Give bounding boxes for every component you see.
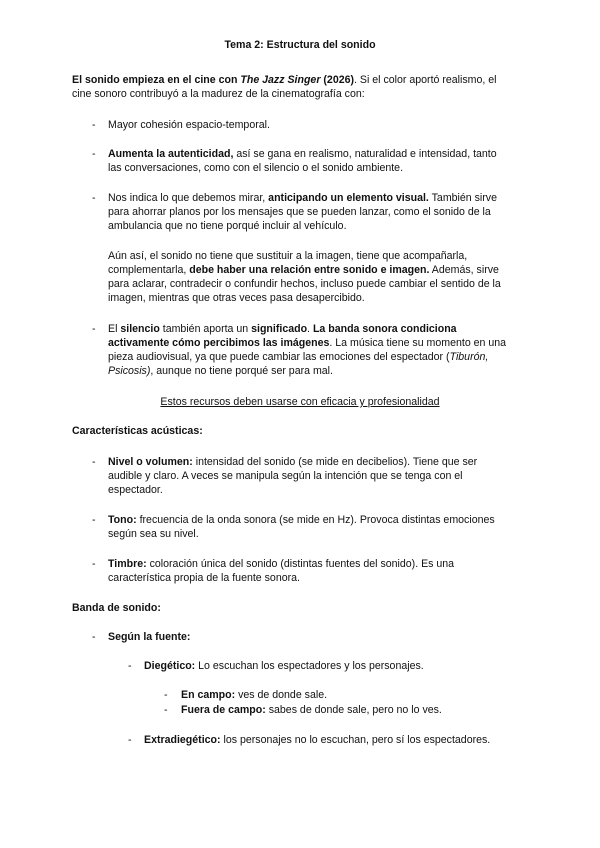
bullet-1-text: Mayor cohesión espacio-temporal. xyxy=(108,119,270,131)
bullet-4-line-3: pieza audiovisual, ya que puede cambiar las emociones del espectador (Tiburón, xyxy=(108,351,489,363)
bullet-dash: - xyxy=(92,456,96,468)
bullet-dash: - xyxy=(164,689,168,701)
resource-note: Estos recursos deben usarse con eficacia y profesionalidad xyxy=(160,396,440,408)
bullet-3-p2-line-3: para aclarar, contradecir o confundir hechos, incluso puede cambiar el sentido de la xyxy=(108,278,501,290)
extradiegetic-line: Extradiegético: los personajes no lo escuchan, pero sí los espectadores. xyxy=(144,734,491,746)
bullet-3-line-2: para ahorrar planos por los mensajes que se pueden lanzar, como el sonido de la xyxy=(108,206,491,218)
intro-line-2: cine sonoro contribuyó a la madurez de la cinematografía con: xyxy=(72,88,365,100)
off-field-line: Fuera de campo: sabes de donde sale, pero no lo ves. xyxy=(181,704,442,716)
bullet-4-line-2: activamente cómo percibimos las imágenes. La música tiene su momento en una xyxy=(108,337,507,349)
bullet-3-line-1: Nos indica lo que debemos mirar, anticipando un elemento visual. También sirve xyxy=(108,192,497,204)
bullet-dash: - xyxy=(164,704,168,716)
bullet-3-line-3: ambulancia que no tiene porqué incluir al vehículo. xyxy=(108,220,347,232)
volume-line-3: espectador. xyxy=(108,484,163,496)
acoustic-heading: Características acústicas: xyxy=(72,425,203,437)
timbre-line-2: característica propia de la fuente sonora. xyxy=(108,572,300,584)
tone-line-1: Tono: frecuencia de la onda sonora (se mide en Hz). Provoca distintas emociones xyxy=(108,514,495,526)
bullet-3-p2-line-4: imagen, mientras que otras veces pasa desapercibido. xyxy=(108,292,365,304)
bullet-3-p2-line-2: complementarla, debe haber una relación entre sonido e imagen. Además, sirve xyxy=(108,264,499,276)
bullet-dash: - xyxy=(92,323,96,335)
band-heading: Banda de sonido: xyxy=(72,602,161,614)
bullet-dash: - xyxy=(92,631,96,643)
bullet-dash: - xyxy=(92,119,96,131)
volume-line-1: Nivel o volumen: intensidad del sonido (se mide en decibelios). Tiene que ser xyxy=(108,456,478,468)
bullet-dash: - xyxy=(92,192,96,204)
bullet-dash: - xyxy=(92,558,96,570)
bullet-dash: - xyxy=(92,148,96,160)
in-field-line: En campo: ves de donde sale. xyxy=(181,689,328,701)
volume-line-2: audible y claro. A veces se manipula según la intención que se tenga con el xyxy=(108,470,463,482)
bullet-dash: - xyxy=(92,514,96,526)
bullet-2-line-1: Aumenta la autenticidad, así se gana en realismo, naturalidad e intensidad, tanto xyxy=(108,148,497,160)
bullet-2-line-2: las conversaciones, como con el silencio o el sonido ambiente. xyxy=(108,162,404,174)
diegetic-line: Diegético: Lo escuchan los espectadores y los personajes. xyxy=(144,660,424,672)
bullet-dash: - xyxy=(128,734,132,746)
timbre-line-1: Timbre: coloración única del sonido (distintas fuentes del sonido). Es una xyxy=(108,558,455,570)
bullet-4-line-1: El silencio también aporta un significado. La banda sonora condiciona xyxy=(108,323,457,335)
bullet-3-p2-line-1: Aún así, el sonido no tiene que sustituir a la imagen, tiene que acompañarla, xyxy=(108,250,468,262)
source-heading: Según la fuente: xyxy=(108,631,191,643)
page-title: Tema 2: Estructura del sonido xyxy=(224,39,376,51)
film-title: The Jazz Singer xyxy=(240,74,321,86)
bullet-4-line-4: Psicosis), aunque no tiene porqué ser para mal. xyxy=(108,365,333,377)
bullet-dash: - xyxy=(128,660,132,672)
intro-line-1: El sonido empieza en el cine con The Jazz Singer (2026). Si el color aportó realismo, el xyxy=(72,74,497,86)
tone-line-2: según sea su nivel. xyxy=(108,528,199,540)
